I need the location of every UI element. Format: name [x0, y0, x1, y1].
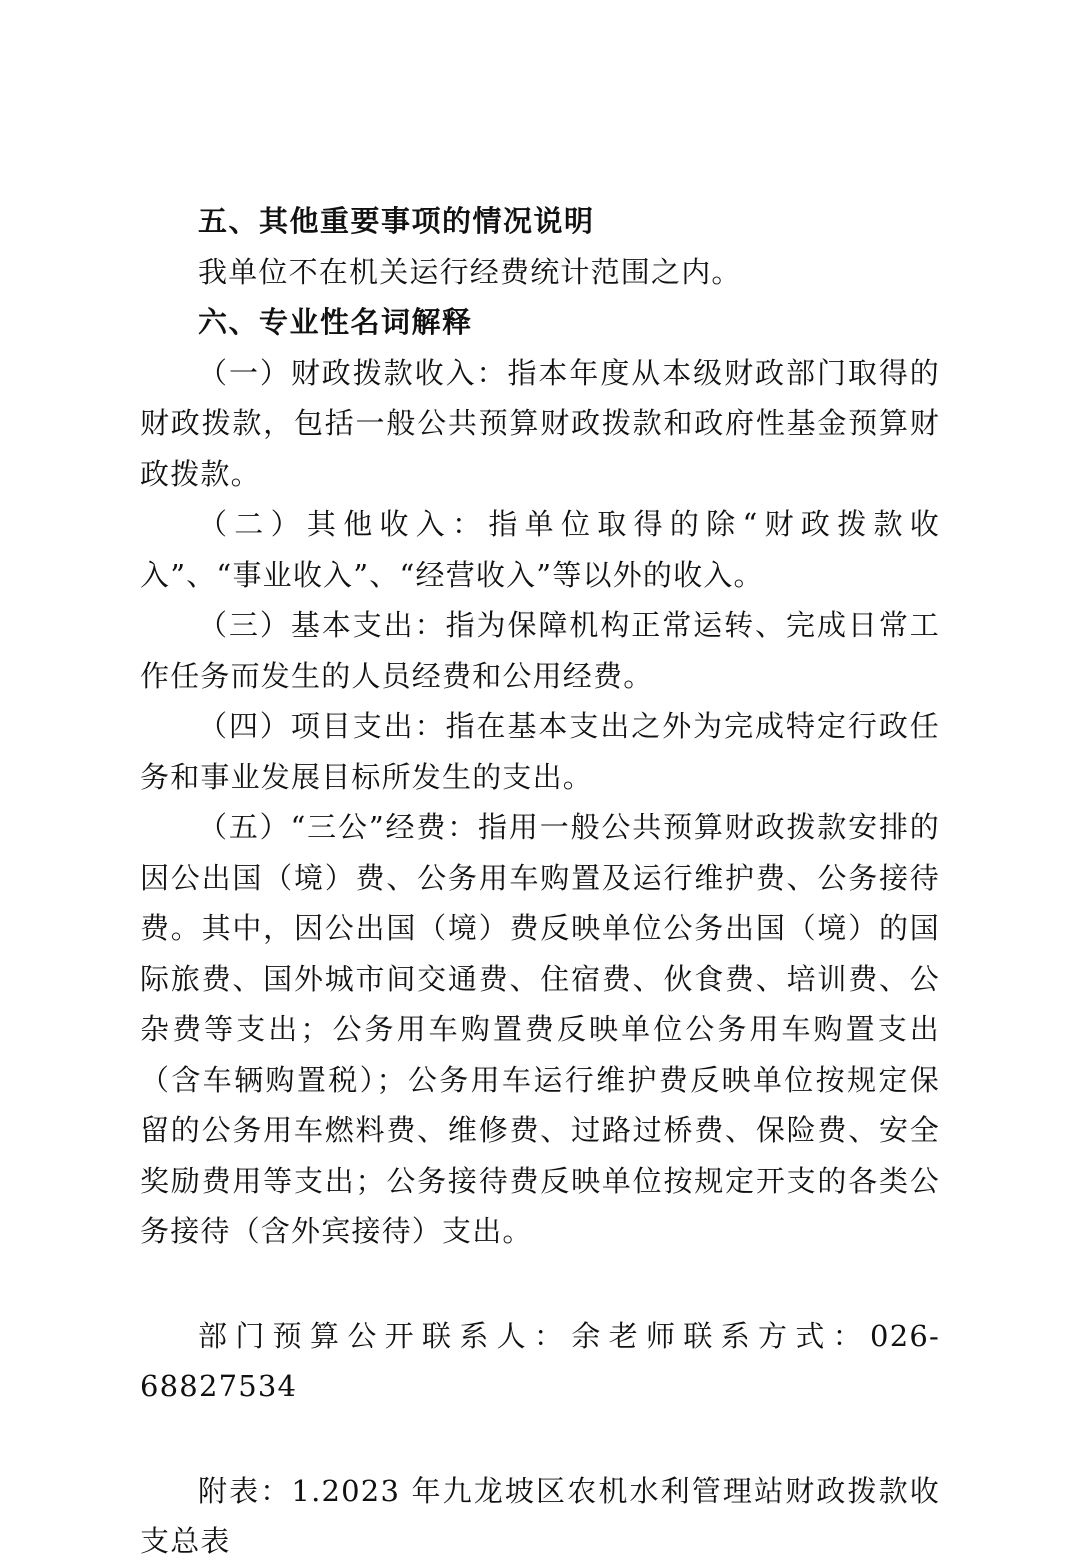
- definition-paragraph-1: （一）财政拨款收入：指本年度从本级财政部门取得的财政拨款，包括一般公共预算财政拨款和政府性基金预算财政拨款。: [140, 355, 940, 491]
- contact-line: [140, 1311, 940, 1412]
- contact-method: 联系方式：026- 68827534: [140, 1318, 941, 1403]
- contact-person: 部门预算公开联系人：余老师: [198, 1318, 684, 1353]
- section-6-heading: 六、专业性名词解释: [198, 305, 473, 339]
- definition-paragraph-5: （五）“三公”经费：指用一般公共预算财政拨款安排的因公出国（境）费、公务用车购置及运行维护费、公务接待费。其中，因公出国（境）费反映单位公务出国（境）的国际旅费、国外城市间交通费、住宿费、伙食费、培训费、公杂费等支出；公务用车购置费反映单位公务用车购置支出（含车辆购置税）；公务用车运行维护费反映单位按规定保留的公务用车燃料费、维修费、过路过桥费、保险费、安全奖励费用等支出；公务接待费反映单位按规定开支的各类公务接待（含外宾接待）支出。: [140, 810, 940, 1248]
- section-5-body: 我单位不在机关运行经费统计范围之内。: [198, 254, 742, 289]
- definition-paragraph-3: （三）基本支出：指为保障机构正常运转、完成日常工作任务而发生的人员经费和公用经费。: [140, 608, 940, 693]
- attachment-line: 附表：1.2023 年九龙坡区农机水利管理站财政拨款收支总表: [140, 1473, 940, 1558]
- section-5-heading: 五、其他重要事项的情况说明: [198, 204, 595, 238]
- document-page: [140, 196, 940, 1567]
- definition-paragraph-4: （四）项目支出：指在基本支出之外为完成特定行政任务和事业发展目标所发生的支出。: [140, 709, 940, 794]
- definition-paragraph-2: （二）其他收入：指单位取得的除“财政拨款收入”、“事业收入”、“经营收入”等以外的收入。: [140, 507, 940, 592]
